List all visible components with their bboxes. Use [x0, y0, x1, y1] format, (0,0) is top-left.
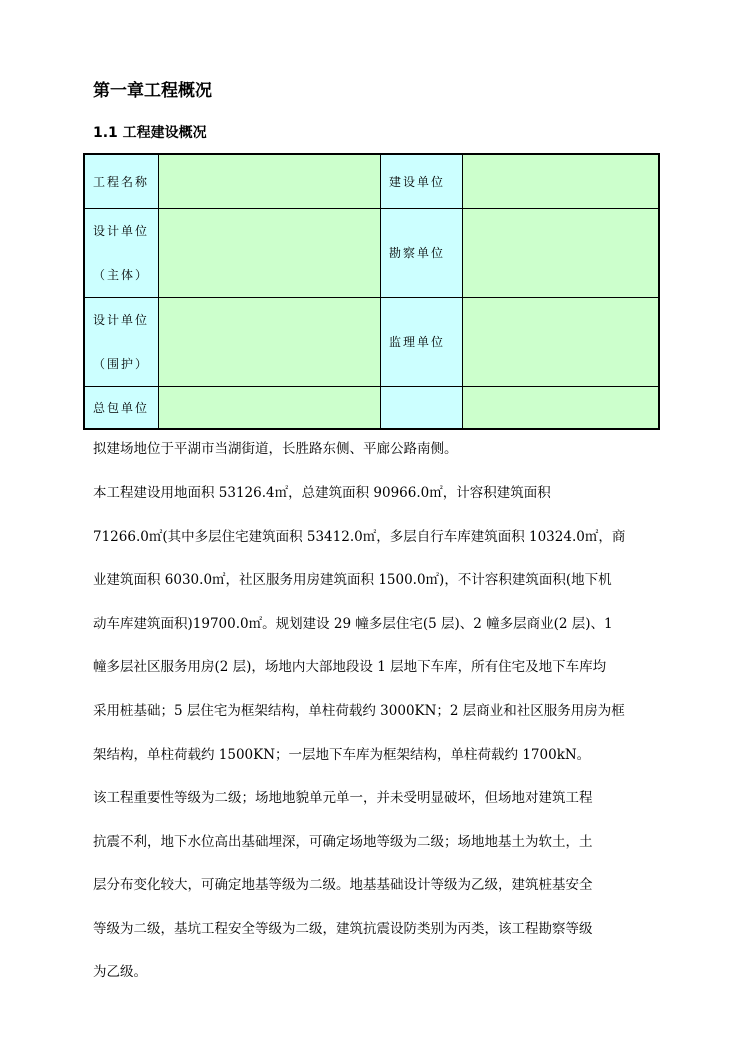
- label-cell: [84, 154, 159, 208]
- text-line: 架结构，单柱荷载约 1500KN；一层地下车库为框架结构，单柱荷载约 1700kN。: [93, 746, 591, 763]
- value-cell[interactable]: [463, 154, 660, 208]
- chapter-title: 第一章工程概况: [93, 81, 212, 101]
- label-text: 设计单位: [93, 312, 150, 327]
- text-line: 71266.0㎡(其中多层住宅建筑面积 53412.0㎡，多层自行车库建筑面积 10324.0㎡，商: [93, 528, 626, 545]
- text-line: 为乙级。: [93, 964, 147, 981]
- table-row: [84, 208, 659, 297]
- text-line: 动车库建筑面积)19700.0㎡。规划建设 29 幢多层住宅(5 层)、2 幢多层商业(2 层)、1: [93, 615, 613, 632]
- project-info-table: [83, 153, 660, 430]
- label-text: 设计单位: [93, 223, 150, 238]
- table-row: [84, 386, 659, 429]
- label-text: 工程名称: [93, 174, 150, 189]
- table-row: [84, 154, 659, 208]
- text-line: 幢多层社区服务用房(2 层)，场地内大部地段设 1 层地下车库，所有住宅及地下车库均: [93, 659, 607, 676]
- label-text: 总包单位: [93, 400, 150, 415]
- value-cell[interactable]: [159, 297, 381, 386]
- value-cell[interactable]: [159, 386, 381, 429]
- value-cell[interactable]: [463, 208, 660, 297]
- label-text: （围护）: [93, 356, 150, 371]
- text-line: 拟建场地位于平湖市当湖街道，长胜路东侧、平廊公路南侧。: [93, 441, 458, 457]
- label-cell: [84, 297, 159, 386]
- paragraph-building-areas: [93, 483, 663, 788]
- value-cell[interactable]: [159, 154, 381, 208]
- label-cell: 勘察单位: [381, 208, 463, 297]
- paragraph-site-location: [93, 439, 663, 483]
- value-cell[interactable]: [463, 386, 660, 429]
- text-line: 抗震不利，地下水位高出基础埋深，可确定场地等级为二级；场地地基土为软土，土: [93, 833, 593, 850]
- label-cell: 建设单位: [381, 154, 463, 208]
- value-cell[interactable]: [463, 297, 660, 386]
- text-line: 业建筑面积 6030.0㎡，社区服务用房建筑面积 1500.0㎡)，不计容积建筑面积(地下机: [93, 572, 612, 589]
- label-cell: [84, 208, 159, 297]
- text-line: 采用桩基础；5 层住宅为框架结构，单柱荷载约 3000KN；2 层商业和社区服务用房为框: [93, 702, 625, 719]
- text-line: 等级为二级，基坑工程安全等级为二级，建筑抗震设防类别为丙类，该工程勘察等级: [93, 920, 593, 937]
- table-row: [84, 297, 659, 386]
- text-line: 本工程建设用地面积 53126.4㎡，总建筑面积 90966.0㎡，计容积建筑面积: [93, 485, 551, 501]
- label-cell: 监理单位: [381, 297, 463, 386]
- text-line: 该工程重要性等级为二级；场地地貌单元单一，并未受明显破坏，但场地对建筑工程: [93, 790, 593, 806]
- text-line: 层分布变化较大，可确定地基等级为二级。地基基础设计等级为乙级，建筑桩基安全: [93, 877, 593, 894]
- paragraph-grade-levels: [93, 788, 663, 1006]
- value-cell[interactable]: [159, 208, 381, 297]
- label-text: （主体）: [93, 267, 150, 282]
- label-cell: [381, 386, 463, 429]
- label-cell: [84, 386, 159, 429]
- section-title: 1.1 工程建设概况: [93, 125, 207, 141]
